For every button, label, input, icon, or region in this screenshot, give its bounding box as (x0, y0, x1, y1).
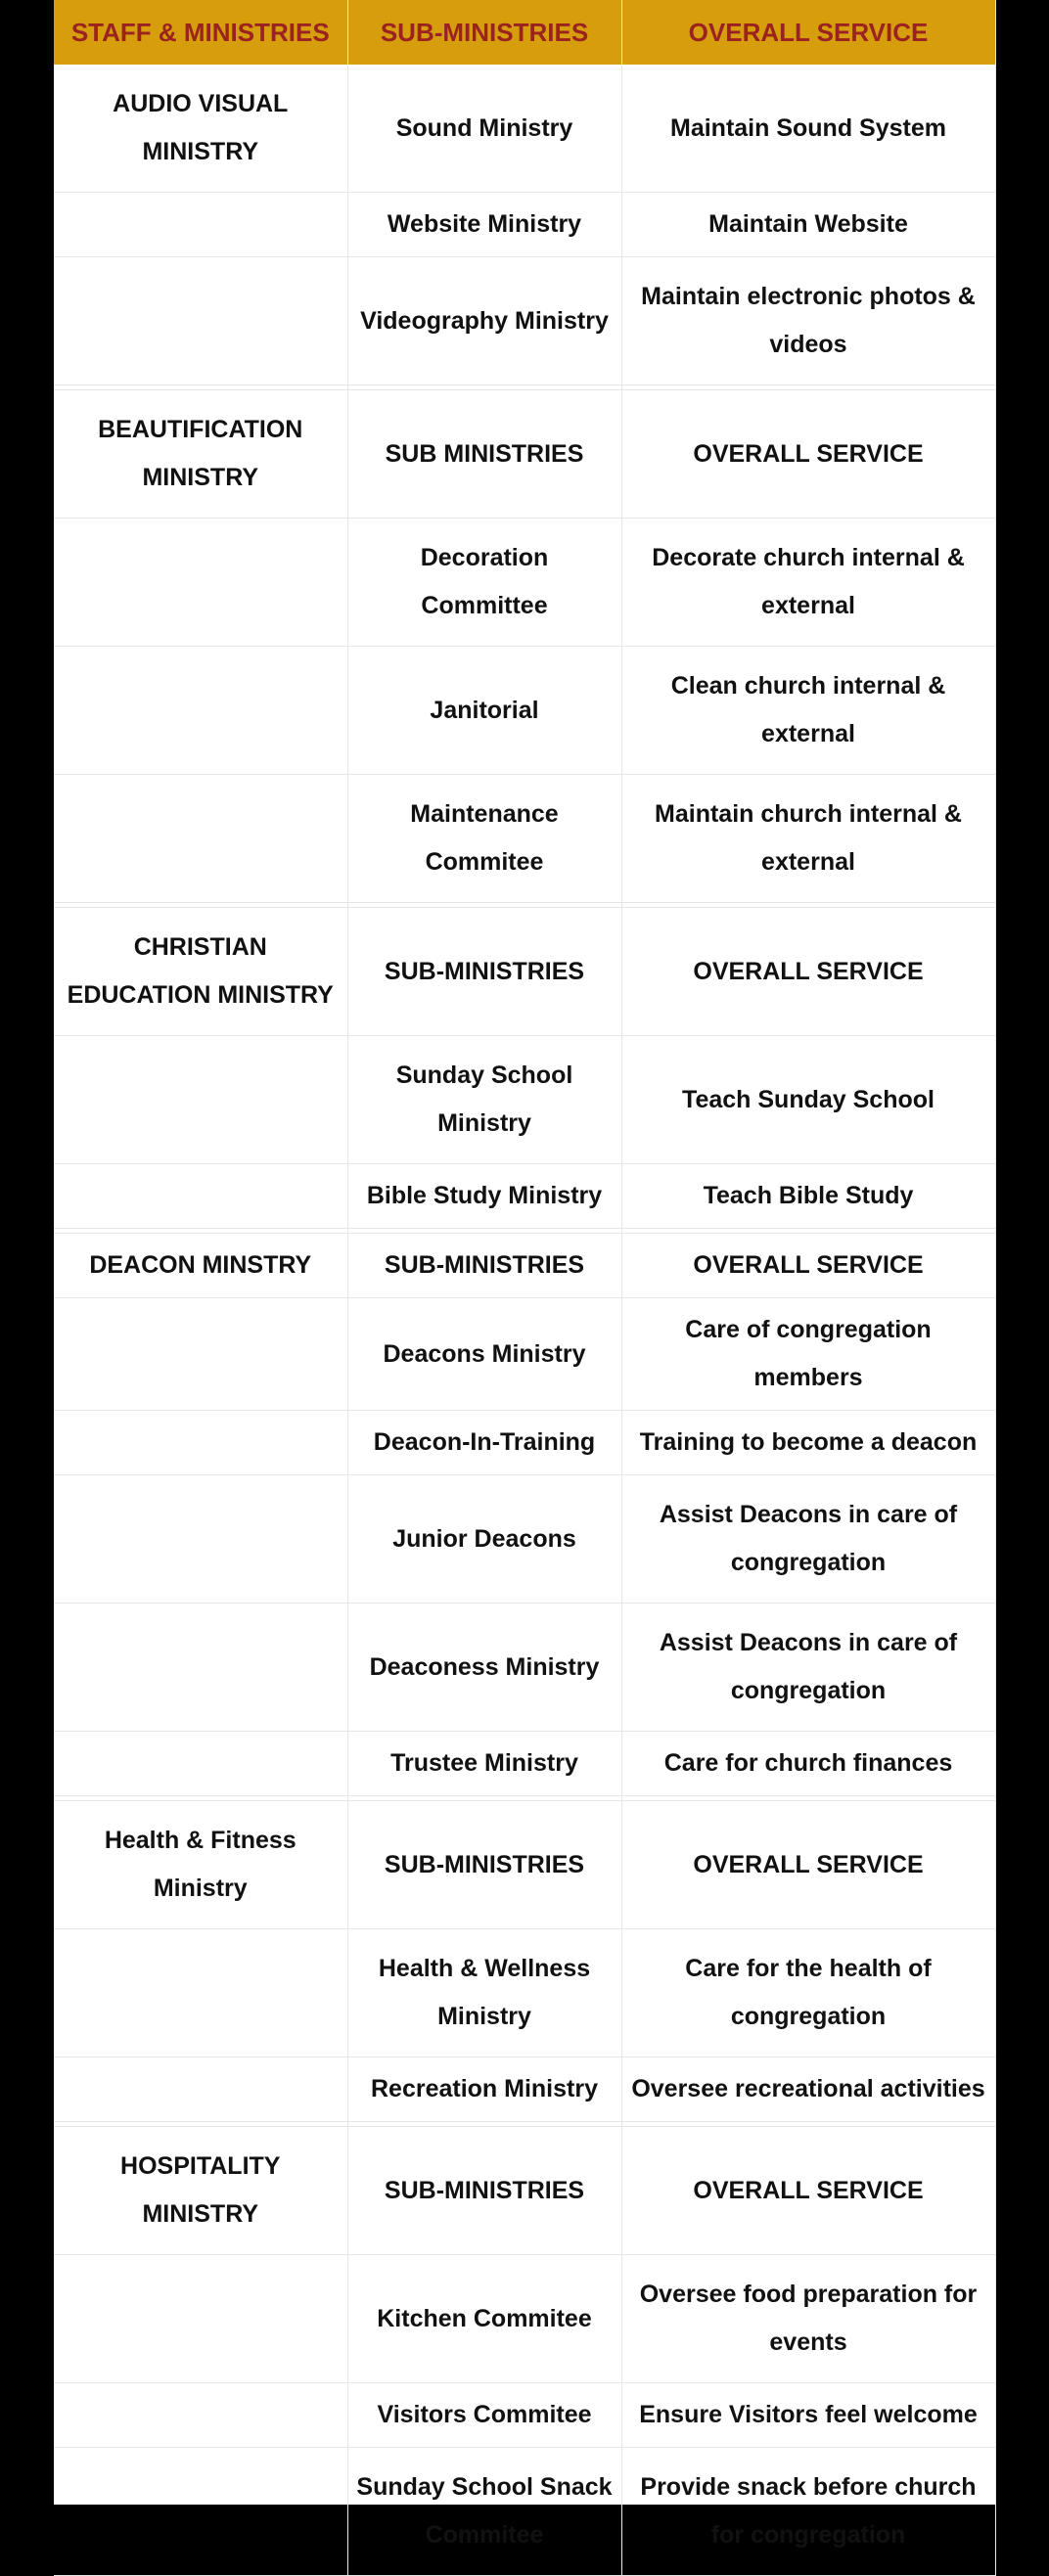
service-cell: Oversee food preparation for events (621, 2255, 995, 2383)
sub-ministry-cell: Decoration Committee (347, 519, 621, 647)
service-cell: Care for church finances (621, 1732, 995, 1796)
table-row (54, 2255, 995, 2383)
ministry-cell: CHRISTIAN EDUCATION MINISTRY (54, 908, 347, 1036)
table-row (54, 2057, 995, 2122)
table-row (54, 1036, 995, 1164)
ministry-cell (54, 1929, 347, 2057)
service-cell: Teach Sunday School (621, 1036, 995, 1164)
ministry-cell (54, 193, 347, 257)
service-cell: Maintain church internal & external (621, 775, 995, 903)
header-staff-ministries: STAFF & MINISTRIES (54, 0, 347, 65)
table-row (54, 1604, 995, 1732)
header-sub-ministries: SUB-MINISTRIES (347, 0, 621, 65)
sub-ministry-cell: Bible Study Ministry (347, 1164, 621, 1229)
table-row (54, 193, 995, 257)
table-row (54, 1411, 995, 1475)
sub-ministry-cell: Deacon-In-Training (347, 1411, 621, 1475)
ministry-cell: Health & Fitness Ministry (54, 1801, 347, 1929)
table-row (54, 647, 995, 775)
sub-ministry-cell: Junior Deacons (347, 1475, 621, 1604)
sub-ministry-cell: SUB-MINISTRIES (347, 1234, 621, 1298)
sub-ministry-cell: Recreation Ministry (347, 2057, 621, 2122)
table-row (54, 1929, 995, 2057)
ministry-cell (54, 1298, 347, 1411)
ministry-cell (54, 2383, 347, 2448)
table-row (54, 1475, 995, 1604)
service-cell: Provide snack before church for congregation (621, 2448, 995, 2576)
table-row (54, 2448, 995, 2576)
ministry-cell (54, 2255, 347, 2383)
sub-ministry-cell: Visitors Commitee (347, 2383, 621, 2448)
table-row (54, 519, 995, 647)
table-row (54, 2383, 995, 2448)
sub-ministry-cell: Health & Wellness Ministry (347, 1929, 621, 2057)
service-cell: Care of congregation members (621, 1298, 995, 1411)
ministry-cell (54, 1164, 347, 1229)
ministries-table (54, 0, 996, 2576)
sub-ministry-cell: Deaconess Ministry (347, 1604, 621, 1732)
ministry-cell (54, 1604, 347, 1732)
ministry-cell (54, 2448, 347, 2576)
service-cell: Maintain Website (621, 193, 995, 257)
service-cell: OVERALL SERVICE (621, 390, 995, 519)
ministry-cell (54, 1036, 347, 1164)
sub-ministry-cell: Janitorial (347, 647, 621, 775)
ministries-page (54, 0, 995, 2549)
ministry-cell: BEAUTIFICATION MINISTRY (54, 390, 347, 519)
service-cell: OVERALL SERVICE (621, 1234, 995, 1298)
table-row (54, 257, 995, 385)
table-row (54, 1164, 995, 1229)
table-row (54, 390, 995, 519)
sub-ministry-cell: Trustee Ministry (347, 1732, 621, 1796)
table-header (54, 0, 995, 65)
service-cell: Oversee recreational activities (621, 2057, 995, 2122)
table-row (54, 2127, 995, 2255)
ministry-cell: HOSPITALITY MINISTRY (54, 2127, 347, 2255)
ministry-cell: AUDIO VISUAL MINISTRY (54, 65, 347, 193)
service-cell: Teach Bible Study (621, 1164, 995, 1229)
table-row (54, 775, 995, 903)
service-cell: OVERALL SERVICE (621, 908, 995, 1036)
table-row (54, 1732, 995, 1796)
sub-ministry-cell: Deacons Ministry (347, 1298, 621, 1411)
sub-ministry-cell: Kitchen Commitee (347, 2255, 621, 2383)
service-cell: Clean church internal & external (621, 647, 995, 775)
sub-ministry-cell: SUB-MINISTRIES (347, 2127, 621, 2255)
service-cell: Training to become a deacon (621, 1411, 995, 1475)
table-row (54, 1234, 995, 1298)
service-cell: Maintain electronic photos & videos (621, 257, 995, 385)
sub-ministry-cell: Sound Ministry (347, 65, 621, 193)
table-row (54, 908, 995, 1036)
sub-ministry-cell: Videography Ministry (347, 257, 621, 385)
sub-ministry-cell: Sunday School Ministry (347, 1036, 621, 1164)
ministry-cell (54, 1411, 347, 1475)
service-cell: Assist Deacons in care of congregation (621, 1604, 995, 1732)
sub-ministry-cell: SUB MINISTRIES (347, 390, 621, 519)
header-row (54, 0, 995, 65)
sub-ministry-cell: SUB-MINISTRIES (347, 908, 621, 1036)
service-cell: Decorate church internal & external (621, 519, 995, 647)
ministry-cell: DEACON MINSTRY (54, 1234, 347, 1298)
ministry-cell (54, 1732, 347, 1796)
sub-ministry-cell: SUB-MINISTRIES (347, 1801, 621, 1929)
sub-ministry-cell: Maintenance Commitee (347, 775, 621, 903)
table-row (54, 65, 995, 193)
service-cell: Assist Deacons in care of congregation (621, 1475, 995, 1604)
service-cell: OVERALL SERVICE (621, 1801, 995, 1929)
sub-ministry-cell: Sunday School Snack Commitee (347, 2448, 621, 2576)
ministry-cell (54, 519, 347, 647)
service-cell: Maintain Sound System (621, 65, 995, 193)
ministry-cell (54, 2057, 347, 2122)
table-row (54, 1298, 995, 1411)
service-cell: OVERALL SERVICE (621, 2127, 995, 2255)
service-cell: Care for the health of congregation (621, 1929, 995, 2057)
service-cell: Ensure Visitors feel welcome (621, 2383, 995, 2448)
table-body (54, 65, 995, 2576)
ministry-cell (54, 775, 347, 903)
sub-ministry-cell: Website Ministry (347, 193, 621, 257)
header-overall-service: OVERALL SERVICE (621, 0, 995, 65)
ministry-cell (54, 257, 347, 385)
ministry-cell (54, 1475, 347, 1604)
ministry-cell (54, 647, 347, 775)
table-row (54, 1801, 995, 1929)
